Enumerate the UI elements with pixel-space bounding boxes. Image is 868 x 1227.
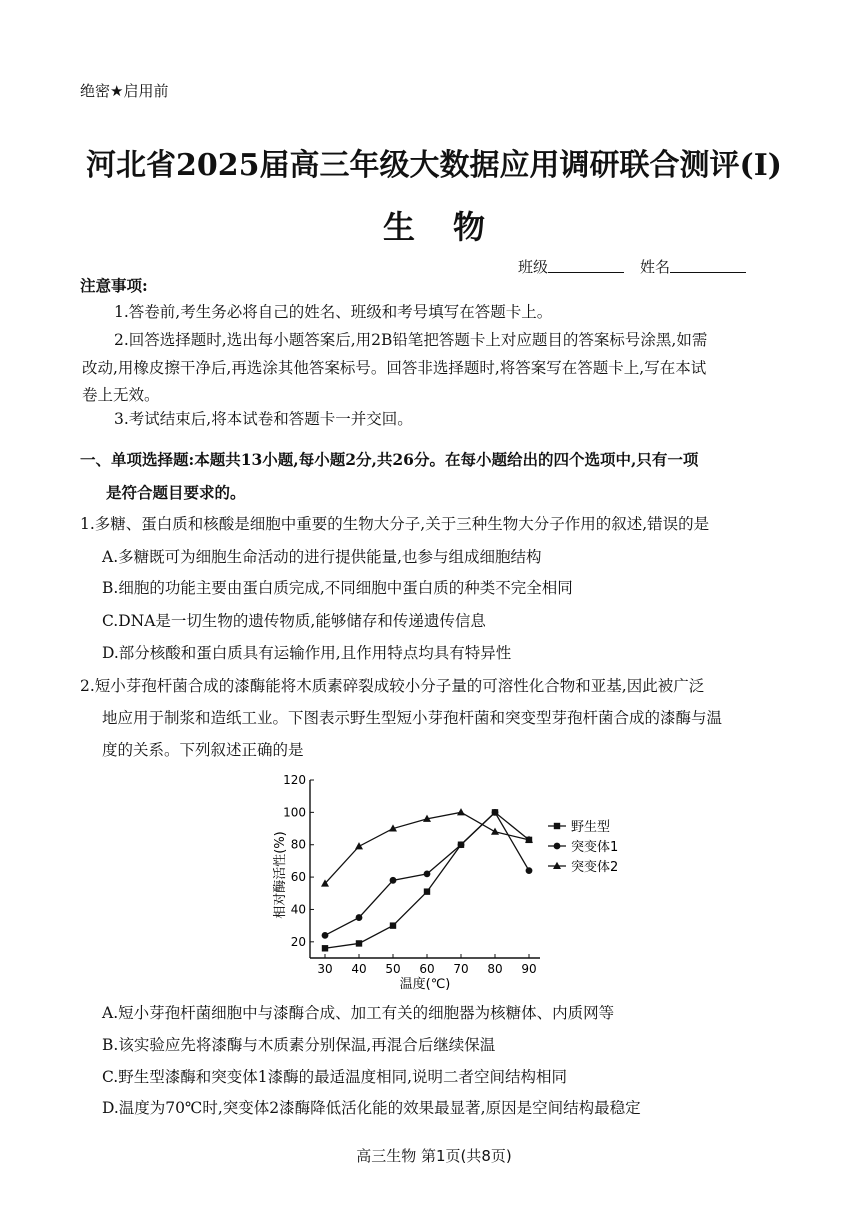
class-label: 班级 [518,258,549,276]
question-1-option-c: C.DNA是一切生物的遗传物质,能够储存和传递遗传信息 [102,612,486,630]
data-point-triangle [355,842,363,849]
name-blank [670,256,746,273]
data-point-circle [526,867,533,874]
data-point-square [322,945,328,951]
x-tick-label: 70 [453,962,469,976]
x-tick-label: 50 [385,962,401,976]
notice-item: 改动,用橡皮擦干净后,再选涂其他答案标号。回答非选择题时,将答案写在答题卡上,写在本试 [82,359,707,377]
question-2-stem: 2.短小芽孢杆菌合成的漆酶能将木质素碎裂成较小分子量的可溶性化合物和亚基,因此被广泛 [80,677,705,695]
x-tick-label: 80 [487,962,503,976]
question-1-stem: 1.多糖、蛋白质和核酸是细胞中重要的生物大分子,关于三种生物大分子作用的叙述,错误的是 [80,515,710,533]
y-tick-label: 80 [290,837,306,852]
notice-item: 2.回答选择题时,选出每小题答案后,用2B铅笔把答题卡上对应题目的答案标号涂黑,如需 [114,331,708,349]
data-point-square [356,940,362,946]
data-point-triangle [457,808,465,815]
chart-series [321,808,533,951]
question-1-option-a: A.多糖既可为细胞生命活动的进行提供能量,也参与组成细胞结构 [102,548,542,566]
y-tick-label: 20 [290,934,306,949]
page-footer: 高三生物 第1页(共8页) [356,1147,512,1165]
notice-heading: 注意事项: [80,276,148,295]
notice-item: 卷上无效。 [82,386,160,404]
y-tick-label: 60 [290,870,306,885]
x-tick-label: 60 [419,962,435,976]
data-point-square [424,888,430,894]
data-point-triangle [491,828,499,835]
class-name-fields [518,256,746,277]
confidential-label: 绝密★启用前 [80,82,169,100]
question-1-option-b: B.细胞的功能主要由蛋白质完成,不同细胞中蛋白质的种类不完全相同 [102,579,573,597]
chart-legend [548,819,618,875]
chart-axes [283,773,540,976]
data-point-circle [492,809,499,816]
data-point-circle [424,870,431,877]
x-tick-label: 30 [317,962,333,976]
question-2-stem-cont: 度的关系。下列叙述正确的是 [102,741,304,759]
y-tick-label: 40 [290,902,306,917]
question-2-option-b: B.该实验应先将漆酶与木质素分别保温,再混合后继续保温 [102,1036,496,1054]
y-tick-label: 120 [283,773,306,787]
enzyme-activity-chart [270,770,640,1000]
data-point-square [390,922,396,928]
section-heading: 一、单项选择题:本题共13小题,每小题2分,共26分。在每小题给出的四个选项中,只有一项 [80,450,699,469]
legend-label: 突变体1 [571,840,619,855]
class-blank [548,256,624,273]
chart-y-label: 相对酶活性(%) [273,831,288,919]
data-point-circle [390,877,397,884]
notice-item: 3.考试结束后,将本试卷和答题卡一并交回。 [114,410,413,428]
data-point-circle [554,843,561,850]
x-tick-label: 40 [351,962,367,976]
question-1-option-d: D.部分核酸和蛋白质具有运输作用,且作用特点均具有特异性 [102,644,512,662]
question-2-option-c: C.野生型漆酶和突变体1漆酶的最适温度相同,说明二者空间结构相同 [102,1068,568,1086]
chart-x-label: 温度(℃) [399,977,451,992]
y-tick-label: 100 [283,805,306,820]
legend-label: 突变体2 [571,860,619,875]
data-point-square [554,823,560,829]
legend-label: 野生型 [571,820,611,835]
exam-title: 河北省2025届高三年级大数据应用调研联合测评(Ⅰ) [86,148,782,183]
data-point-circle [356,914,363,921]
question-2-stem-cont: 地应用于制浆和造纸工业。下图表示野生型短小芽孢杆菌和突变型芽孢杆菌合成的漆酶与温 [102,709,723,727]
question-2-option-a: A.短小芽孢杆菌细胞中与漆酶合成、加工有关的细胞器为核糖体、内质网等 [102,1004,615,1022]
question-2-option-d: D.温度为70℃时,突变体2漆酶降低活化能的效果最显著,原因是空间结构最稳定 [102,1099,641,1117]
data-point-circle [322,932,329,939]
name-label: 姓名 [640,258,671,276]
notice-item: 1.答卷前,考生务必将自己的姓名、班级和考号填写在答题卡上。 [114,303,553,321]
x-tick-label: 90 [521,962,537,976]
data-point-circle [458,841,465,848]
section-heading-cont: 是符合题目要求的。 [106,483,246,502]
subject-title: 生物 [382,208,523,246]
